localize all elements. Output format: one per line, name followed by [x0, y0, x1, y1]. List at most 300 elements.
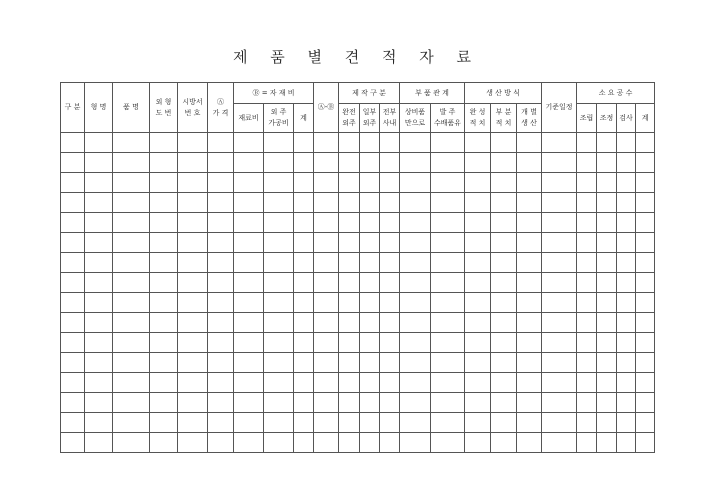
- table-cell[interactable]: [234, 313, 264, 333]
- table-cell[interactable]: [380, 193, 400, 213]
- table-cell[interactable]: [491, 253, 517, 273]
- table-cell[interactable]: [150, 433, 178, 453]
- table-cell[interactable]: [208, 393, 234, 413]
- table-cell[interactable]: [234, 353, 264, 373]
- table-cell[interactable]: [636, 313, 655, 333]
- table-cell[interactable]: [339, 433, 360, 453]
- table-cell[interactable]: [314, 313, 339, 333]
- table-cell[interactable]: [150, 353, 178, 373]
- table-cell[interactable]: [636, 413, 655, 433]
- table-cell[interactable]: [465, 293, 491, 313]
- table-cell[interactable]: [380, 373, 400, 393]
- table-cell[interactable]: [178, 373, 208, 393]
- table-cell[interactable]: [597, 293, 617, 313]
- table-cell[interactable]: [150, 213, 178, 233]
- table-cell[interactable]: [360, 433, 380, 453]
- table-cell[interactable]: [234, 213, 264, 233]
- table-cell[interactable]: [491, 153, 517, 173]
- table-cell[interactable]: [264, 433, 294, 453]
- table-cell[interactable]: [380, 273, 400, 293]
- table-cell[interactable]: [617, 293, 636, 313]
- table-cell[interactable]: [542, 153, 577, 173]
- table-cell[interactable]: [431, 373, 465, 393]
- table-cell[interactable]: [339, 133, 360, 153]
- table-cell[interactable]: [339, 213, 360, 233]
- table-cell[interactable]: [517, 253, 542, 273]
- table-cell[interactable]: [150, 273, 178, 293]
- table-cell[interactable]: [113, 433, 150, 453]
- table-cell[interactable]: [264, 253, 294, 273]
- table-cell[interactable]: [339, 173, 360, 193]
- table-cell[interactable]: [491, 133, 517, 153]
- table-cell[interactable]: [234, 333, 264, 353]
- table-cell[interactable]: [542, 213, 577, 233]
- table-cell[interactable]: [360, 213, 380, 233]
- table-cell[interactable]: [400, 233, 431, 253]
- table-cell[interactable]: [314, 393, 339, 413]
- table-cell[interactable]: [542, 353, 577, 373]
- table-cell[interactable]: [465, 233, 491, 253]
- table-cell[interactable]: [431, 193, 465, 213]
- table-cell[interactable]: [400, 293, 431, 313]
- table-cell[interactable]: [208, 133, 234, 153]
- table-cell[interactable]: [264, 193, 294, 213]
- table-cell[interactable]: [339, 273, 360, 293]
- table-cell[interactable]: [61, 293, 85, 313]
- table-cell[interactable]: [465, 433, 491, 453]
- table-cell[interactable]: [465, 413, 491, 433]
- table-cell[interactable]: [360, 393, 380, 413]
- table-cell[interactable]: [400, 153, 431, 173]
- table-cell[interactable]: [85, 393, 113, 413]
- table-cell[interactable]: [542, 273, 577, 293]
- table-cell[interactable]: [150, 253, 178, 273]
- table-cell[interactable]: [400, 133, 431, 153]
- table-cell[interactable]: [597, 133, 617, 153]
- table-cell[interactable]: [61, 233, 85, 253]
- table-cell[interactable]: [178, 153, 208, 173]
- table-cell[interactable]: [85, 353, 113, 373]
- table-cell[interactable]: [85, 373, 113, 393]
- table-cell[interactable]: [517, 373, 542, 393]
- table-cell[interactable]: [380, 313, 400, 333]
- table-cell[interactable]: [542, 333, 577, 353]
- table-cell[interactable]: [61, 253, 85, 273]
- table-cell[interactable]: [294, 173, 314, 193]
- table-cell[interactable]: [150, 193, 178, 213]
- table-cell[interactable]: [380, 413, 400, 433]
- table-cell[interactable]: [380, 173, 400, 193]
- table-cell[interactable]: [431, 333, 465, 353]
- table-cell[interactable]: [85, 173, 113, 193]
- table-cell[interactable]: [400, 173, 431, 193]
- table-cell[interactable]: [85, 313, 113, 333]
- table-cell[interactable]: [597, 213, 617, 233]
- table-cell[interactable]: [150, 333, 178, 353]
- table-cell[interactable]: [85, 213, 113, 233]
- table-cell[interactable]: [400, 193, 431, 213]
- table-cell[interactable]: [517, 433, 542, 453]
- table-cell[interactable]: [294, 133, 314, 153]
- table-cell[interactable]: [636, 253, 655, 273]
- table-cell[interactable]: [178, 433, 208, 453]
- table-cell[interactable]: [360, 353, 380, 373]
- table-cell[interactable]: [339, 153, 360, 173]
- table-cell[interactable]: [431, 253, 465, 273]
- table-cell[interactable]: [380, 333, 400, 353]
- table-cell[interactable]: [491, 213, 517, 233]
- table-cell[interactable]: [517, 333, 542, 353]
- table-cell[interactable]: [208, 333, 234, 353]
- table-cell[interactable]: [491, 433, 517, 453]
- table-cell[interactable]: [264, 153, 294, 173]
- table-cell[interactable]: [360, 333, 380, 353]
- table-cell[interactable]: [113, 193, 150, 213]
- table-cell[interactable]: [178, 173, 208, 193]
- table-cell[interactable]: [431, 313, 465, 333]
- table-cell[interactable]: [360, 313, 380, 333]
- table-cell[interactable]: [150, 393, 178, 413]
- table-cell[interactable]: [542, 393, 577, 413]
- table-cell[interactable]: [314, 193, 339, 213]
- table-cell[interactable]: [517, 353, 542, 373]
- table-cell[interactable]: [113, 313, 150, 333]
- table-cell[interactable]: [577, 253, 597, 273]
- table-cell[interactable]: [178, 273, 208, 293]
- table-cell[interactable]: [339, 373, 360, 393]
- table-cell[interactable]: [431, 433, 465, 453]
- table-cell[interactable]: [178, 293, 208, 313]
- table-cell[interactable]: [577, 353, 597, 373]
- table-cell[interactable]: [617, 173, 636, 193]
- table-cell[interactable]: [400, 333, 431, 353]
- table-cell[interactable]: [465, 193, 491, 213]
- table-cell[interactable]: [61, 213, 85, 233]
- table-cell[interactable]: [577, 433, 597, 453]
- table-cell[interactable]: [360, 413, 380, 433]
- table-cell[interactable]: [61, 153, 85, 173]
- table-cell[interactable]: [294, 433, 314, 453]
- table-cell[interactable]: [380, 133, 400, 153]
- table-cell[interactable]: [208, 193, 234, 213]
- table-cell[interactable]: [431, 393, 465, 413]
- table-cell[interactable]: [636, 193, 655, 213]
- table-cell[interactable]: [636, 273, 655, 293]
- table-cell[interactable]: [264, 373, 294, 393]
- table-cell[interactable]: [617, 133, 636, 153]
- table-cell[interactable]: [617, 433, 636, 453]
- table-cell[interactable]: [178, 193, 208, 213]
- table-cell[interactable]: [636, 433, 655, 453]
- table-cell[interactable]: [314, 333, 339, 353]
- table-cell[interactable]: [400, 313, 431, 333]
- table-cell[interactable]: [294, 253, 314, 273]
- table-cell[interactable]: [597, 393, 617, 413]
- table-cell[interactable]: [314, 213, 339, 233]
- table-cell[interactable]: [400, 413, 431, 433]
- table-cell[interactable]: [617, 273, 636, 293]
- table-cell[interactable]: [85, 413, 113, 433]
- table-cell[interactable]: [314, 153, 339, 173]
- table-cell[interactable]: [150, 173, 178, 193]
- table-cell[interactable]: [400, 273, 431, 293]
- table-cell[interactable]: [208, 273, 234, 293]
- table-cell[interactable]: [617, 233, 636, 253]
- table-cell[interactable]: [150, 133, 178, 153]
- table-cell[interactable]: [431, 213, 465, 233]
- table-cell[interactable]: [400, 433, 431, 453]
- table-cell[interactable]: [234, 253, 264, 273]
- table-cell[interactable]: [234, 293, 264, 313]
- table-cell[interactable]: [234, 133, 264, 153]
- table-cell[interactable]: [491, 413, 517, 433]
- table-cell[interactable]: [517, 193, 542, 213]
- table-cell[interactable]: [360, 373, 380, 393]
- table-cell[interactable]: [577, 153, 597, 173]
- table-cell[interactable]: [542, 233, 577, 253]
- table-cell[interactable]: [314, 233, 339, 253]
- table-cell[interactable]: [360, 133, 380, 153]
- table-cell[interactable]: [380, 353, 400, 373]
- table-cell[interactable]: [150, 153, 178, 173]
- table-cell[interactable]: [465, 353, 491, 373]
- table-cell[interactable]: [264, 173, 294, 193]
- table-cell[interactable]: [617, 373, 636, 393]
- table-cell[interactable]: [61, 333, 85, 353]
- table-cell[interactable]: [431, 233, 465, 253]
- table-cell[interactable]: [178, 133, 208, 153]
- table-cell[interactable]: [294, 313, 314, 333]
- table-cell[interactable]: [85, 333, 113, 353]
- table-cell[interactable]: [380, 253, 400, 273]
- table-cell[interactable]: [339, 193, 360, 213]
- table-cell[interactable]: [431, 133, 465, 153]
- table-cell[interactable]: [465, 153, 491, 173]
- table-cell[interactable]: [577, 213, 597, 233]
- table-cell[interactable]: [85, 433, 113, 453]
- table-cell[interactable]: [517, 133, 542, 153]
- table-cell[interactable]: [597, 233, 617, 253]
- table-cell[interactable]: [431, 293, 465, 313]
- table-cell[interactable]: [208, 213, 234, 233]
- table-cell[interactable]: [517, 233, 542, 253]
- table-cell[interactable]: [113, 173, 150, 193]
- table-cell[interactable]: [208, 413, 234, 433]
- table-cell[interactable]: [264, 293, 294, 313]
- table-cell[interactable]: [597, 313, 617, 333]
- table-cell[interactable]: [178, 233, 208, 253]
- table-cell[interactable]: [178, 253, 208, 273]
- table-cell[interactable]: [636, 233, 655, 253]
- table-cell[interactable]: [85, 133, 113, 153]
- table-cell[interactable]: [491, 353, 517, 373]
- table-cell[interactable]: [636, 333, 655, 353]
- table-cell[interactable]: [431, 413, 465, 433]
- table-cell[interactable]: [150, 293, 178, 313]
- table-cell[interactable]: [113, 353, 150, 373]
- table-cell[interactable]: [380, 393, 400, 413]
- table-cell[interactable]: [264, 313, 294, 333]
- table-cell[interactable]: [264, 213, 294, 233]
- table-cell[interactable]: [150, 233, 178, 253]
- table-cell[interactable]: [542, 173, 577, 193]
- table-cell[interactable]: [234, 413, 264, 433]
- table-cell[interactable]: [542, 433, 577, 453]
- table-cell[interactable]: [294, 273, 314, 293]
- table-cell[interactable]: [178, 353, 208, 373]
- table-cell[interactable]: [314, 353, 339, 373]
- table-cell[interactable]: [491, 193, 517, 213]
- table-cell[interactable]: [577, 293, 597, 313]
- table-cell[interactable]: [234, 193, 264, 213]
- table-cell[interactable]: [542, 293, 577, 313]
- table-cell[interactable]: [577, 373, 597, 393]
- table-cell[interactable]: [85, 193, 113, 213]
- table-cell[interactable]: [61, 413, 85, 433]
- table-cell[interactable]: [208, 293, 234, 313]
- table-cell[interactable]: [294, 193, 314, 213]
- table-cell[interactable]: [431, 173, 465, 193]
- table-cell[interactable]: [597, 353, 617, 373]
- table-cell[interactable]: [150, 313, 178, 333]
- table-cell[interactable]: [400, 353, 431, 373]
- table-cell[interactable]: [517, 313, 542, 333]
- table-cell[interactable]: [314, 173, 339, 193]
- table-cell[interactable]: [294, 293, 314, 313]
- table-cell[interactable]: [264, 413, 294, 433]
- table-cell[interactable]: [360, 193, 380, 213]
- table-cell[interactable]: [314, 413, 339, 433]
- table-cell[interactable]: [636, 213, 655, 233]
- table-cell[interactable]: [577, 133, 597, 153]
- table-cell[interactable]: [360, 273, 380, 293]
- table-cell[interactable]: [517, 273, 542, 293]
- table-cell[interactable]: [491, 373, 517, 393]
- table-cell[interactable]: [150, 413, 178, 433]
- table-cell[interactable]: [360, 173, 380, 193]
- table-cell[interactable]: [314, 273, 339, 293]
- table-cell[interactable]: [597, 173, 617, 193]
- table-cell[interactable]: [617, 153, 636, 173]
- table-cell[interactable]: [380, 213, 400, 233]
- table-cell[interactable]: [150, 373, 178, 393]
- table-cell[interactable]: [208, 433, 234, 453]
- table-cell[interactable]: [465, 173, 491, 193]
- table-cell[interactable]: [264, 393, 294, 413]
- table-cell[interactable]: [597, 433, 617, 453]
- table-cell[interactable]: [597, 333, 617, 353]
- table-cell[interactable]: [517, 213, 542, 233]
- table-cell[interactable]: [85, 273, 113, 293]
- table-cell[interactable]: [360, 233, 380, 253]
- table-cell[interactable]: [491, 393, 517, 413]
- table-cell[interactable]: [577, 413, 597, 433]
- table-cell[interactable]: [234, 233, 264, 253]
- table-cell[interactable]: [617, 213, 636, 233]
- table-cell[interactable]: [339, 233, 360, 253]
- table-cell[interactable]: [314, 253, 339, 273]
- table-cell[interactable]: [264, 273, 294, 293]
- table-cell[interactable]: [208, 173, 234, 193]
- table-cell[interactable]: [178, 393, 208, 413]
- table-cell[interactable]: [294, 413, 314, 433]
- table-cell[interactable]: [491, 273, 517, 293]
- table-cell[interactable]: [294, 153, 314, 173]
- table-cell[interactable]: [360, 253, 380, 273]
- table-cell[interactable]: [113, 253, 150, 273]
- table-cell[interactable]: [491, 293, 517, 313]
- table-cell[interactable]: [234, 393, 264, 413]
- table-cell[interactable]: [61, 173, 85, 193]
- table-cell[interactable]: [113, 233, 150, 253]
- table-cell[interactable]: [314, 373, 339, 393]
- table-cell[interactable]: [577, 193, 597, 213]
- table-cell[interactable]: [597, 153, 617, 173]
- table-cell[interactable]: [577, 313, 597, 333]
- table-cell[interactable]: [577, 393, 597, 413]
- table-cell[interactable]: [314, 433, 339, 453]
- table-cell[interactable]: [294, 353, 314, 373]
- table-cell[interactable]: [113, 373, 150, 393]
- table-cell[interactable]: [617, 393, 636, 413]
- table-cell[interactable]: [61, 393, 85, 413]
- table-cell[interactable]: [339, 413, 360, 433]
- table-cell[interactable]: [85, 253, 113, 273]
- table-cell[interactable]: [577, 233, 597, 253]
- table-cell[interactable]: [431, 273, 465, 293]
- table-cell[interactable]: [636, 393, 655, 413]
- table-cell[interactable]: [234, 433, 264, 453]
- table-cell[interactable]: [339, 253, 360, 273]
- table-cell[interactable]: [542, 253, 577, 273]
- table-cell[interactable]: [577, 173, 597, 193]
- table-cell[interactable]: [465, 213, 491, 233]
- table-cell[interactable]: [61, 433, 85, 453]
- table-cell[interactable]: [636, 353, 655, 373]
- table-cell[interactable]: [617, 333, 636, 353]
- table-cell[interactable]: [380, 433, 400, 453]
- table-cell[interactable]: [465, 273, 491, 293]
- table-cell[interactable]: [491, 333, 517, 353]
- table-cell[interactable]: [617, 193, 636, 213]
- table-cell[interactable]: [178, 413, 208, 433]
- table-cell[interactable]: [208, 313, 234, 333]
- table-cell[interactable]: [264, 233, 294, 253]
- table-cell[interactable]: [264, 333, 294, 353]
- table-cell[interactable]: [431, 153, 465, 173]
- table-cell[interactable]: [294, 233, 314, 253]
- table-cell[interactable]: [636, 173, 655, 193]
- table-cell[interactable]: [542, 133, 577, 153]
- table-cell[interactable]: [465, 313, 491, 333]
- table-cell[interactable]: [400, 253, 431, 273]
- table-cell[interactable]: [517, 293, 542, 313]
- table-cell[interactable]: [617, 353, 636, 373]
- table-cell[interactable]: [85, 293, 113, 313]
- table-cell[interactable]: [113, 133, 150, 153]
- table-cell[interactable]: [113, 293, 150, 313]
- table-cell[interactable]: [517, 153, 542, 173]
- table-cell[interactable]: [264, 133, 294, 153]
- table-cell[interactable]: [208, 353, 234, 373]
- table-cell[interactable]: [85, 153, 113, 173]
- table-cell[interactable]: [465, 133, 491, 153]
- table-cell[interactable]: [400, 213, 431, 233]
- table-cell[interactable]: [61, 313, 85, 333]
- table-cell[interactable]: [234, 153, 264, 173]
- table-cell[interactable]: [294, 373, 314, 393]
- table-cell[interactable]: [234, 373, 264, 393]
